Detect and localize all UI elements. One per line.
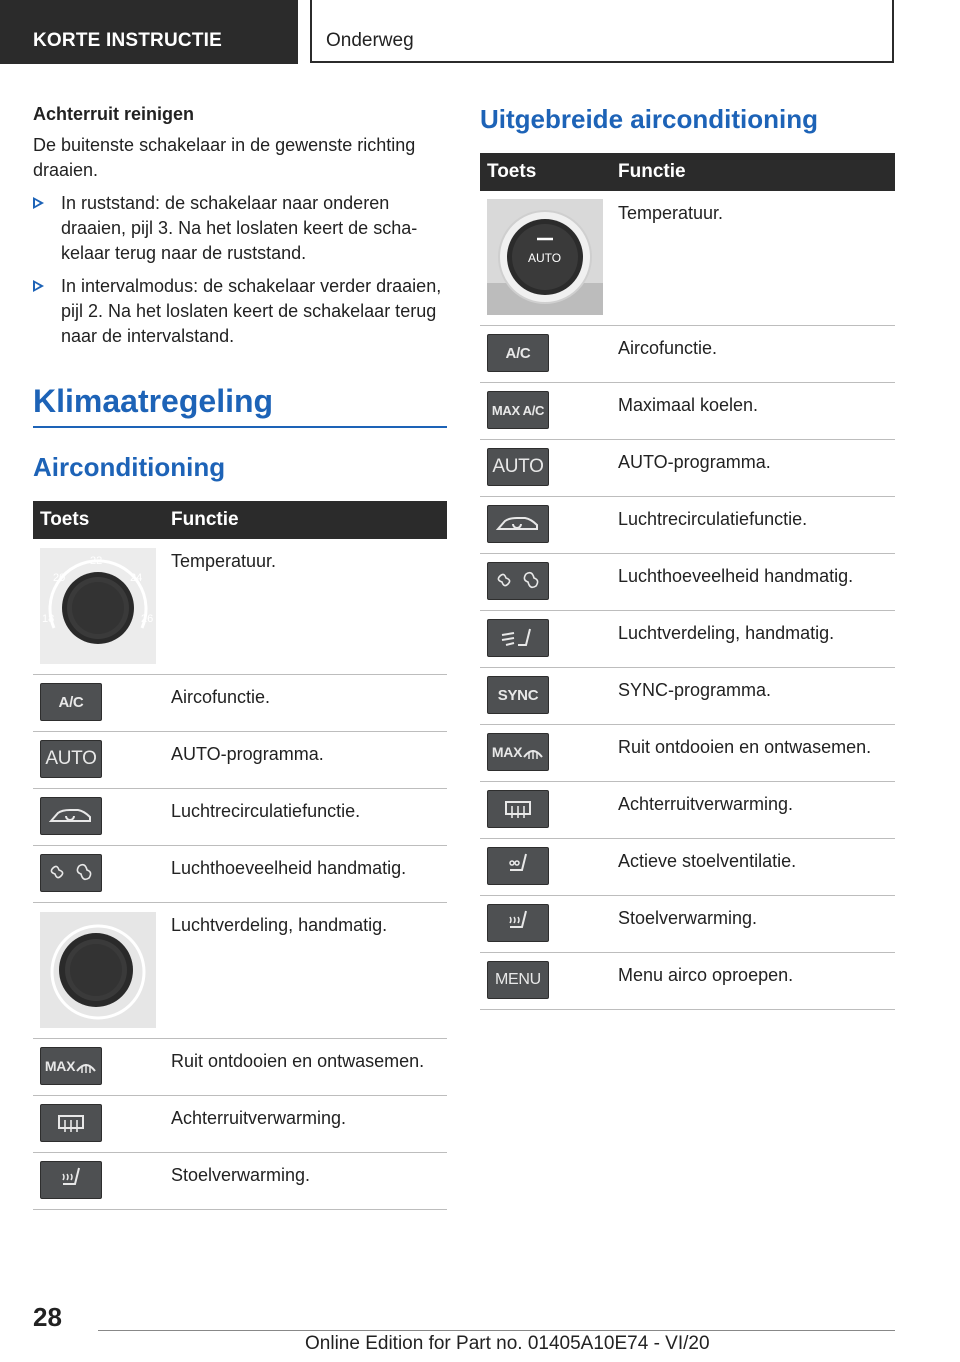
svg-text:AUTO: AUTO bbox=[528, 251, 562, 265]
rear-wiper-list bbox=[33, 191, 447, 349]
left-column bbox=[33, 104, 447, 1210]
max-ac-button-icon: MAX A/C bbox=[487, 391, 549, 429]
function-text: SYNC-programma. bbox=[611, 668, 895, 725]
footer-edition: Online Edition for Part no. 01405A10E74 - VI/20 bbox=[305, 1333, 710, 1354]
chapter-tab bbox=[310, 0, 894, 63]
knob-number: 18 bbox=[42, 613, 55, 625]
knob-number: 22 bbox=[90, 555, 103, 567]
table-row bbox=[480, 896, 895, 953]
section-tab bbox=[0, 0, 298, 64]
fan-icon bbox=[40, 854, 102, 892]
table-row bbox=[33, 732, 447, 789]
table-row bbox=[33, 1096, 447, 1153]
table-header-row bbox=[480, 153, 895, 191]
function-text: Luchtrecirculatiefunctie. bbox=[611, 497, 895, 554]
section-title: KORTE INSTRUCTIE bbox=[33, 30, 222, 51]
ac-controls-table bbox=[33, 501, 447, 1210]
table-row bbox=[33, 846, 447, 903]
rear-defrost-icon bbox=[40, 1104, 102, 1142]
recirculation-icon bbox=[487, 505, 549, 543]
function-text: Temperatuur. bbox=[164, 539, 447, 675]
sync-button-icon: SYNC bbox=[487, 676, 549, 714]
table-row bbox=[480, 839, 895, 896]
function-text: Stoelverwarming. bbox=[611, 896, 895, 953]
function-text: Luchtverdeling, handmatig. bbox=[611, 611, 895, 668]
column-header-key: Toets bbox=[33, 501, 164, 539]
function-text: Temperatuur. bbox=[611, 191, 895, 326]
function-text: Actieve stoelventilatie. bbox=[611, 839, 895, 896]
knob-number: 24 bbox=[130, 572, 143, 584]
function-text: Luchthoeveelheid handmatig. bbox=[611, 554, 895, 611]
subsection-heading: Uitgebreide airconditioning bbox=[480, 104, 819, 134]
function-text: Achterruitverwarming. bbox=[611, 782, 895, 839]
function-text: Menu airco oproepen. bbox=[611, 953, 895, 1010]
seat-ventilation-icon bbox=[487, 847, 549, 885]
function-text: AUTO-programma. bbox=[164, 732, 447, 789]
chapter-title: Onderweg bbox=[326, 30, 414, 51]
auto-button-icon: AUTO bbox=[40, 740, 102, 778]
table-row bbox=[480, 953, 895, 1010]
function-text: Ruit ontdooien en ontwasemen. bbox=[164, 1039, 447, 1096]
extended-ac-controls-table bbox=[480, 153, 895, 1010]
max-defrost-icon: MAX bbox=[487, 733, 549, 771]
table-row bbox=[33, 1153, 447, 1210]
knob-number: 26 bbox=[141, 613, 154, 625]
bullet-triangle-icon bbox=[33, 197, 44, 209]
function-text: Luchtverdeling, handmatig. bbox=[164, 903, 447, 1039]
table-row bbox=[480, 383, 895, 440]
rear-defrost-icon bbox=[487, 790, 549, 828]
seat-heating-icon bbox=[487, 904, 549, 942]
function-text: Ruit ontdooien en ontwasemen. bbox=[611, 725, 895, 782]
table-row bbox=[33, 1039, 447, 1096]
list-item: In ruststand: de schakelaar naar onderen draaien, pijl 3. Na het loslaten keert de schakelaar terug naar de ruststand. bbox=[33, 191, 447, 266]
recirculation-icon bbox=[40, 797, 102, 835]
section-heading: Klimaatregeling bbox=[33, 383, 447, 428]
menu-button-icon: MENU bbox=[487, 961, 549, 999]
right-column bbox=[480, 100, 895, 1010]
function-text: AUTO-programma. bbox=[611, 440, 895, 497]
fan-icon bbox=[487, 562, 549, 600]
table-header-row bbox=[33, 501, 447, 539]
ac-button-icon: A/C bbox=[40, 683, 102, 721]
function-text: Achterruitverwarming. bbox=[164, 1096, 447, 1153]
table-row bbox=[480, 611, 895, 668]
table-row bbox=[33, 789, 447, 846]
max-defrost-icon: MAX bbox=[40, 1047, 102, 1085]
function-text: Stoelverwarming. bbox=[164, 1153, 447, 1210]
knob-number: 20 bbox=[53, 572, 66, 584]
column-header-key: Toets bbox=[480, 153, 611, 191]
table-row bbox=[480, 725, 895, 782]
function-text: Maximaal koelen. bbox=[611, 383, 895, 440]
function-text: Aircofunctie. bbox=[164, 675, 447, 732]
function-text: Luchthoeveelheid handmatig. bbox=[164, 846, 447, 903]
table-row bbox=[480, 191, 895, 326]
ac-button-icon: A/C bbox=[487, 334, 549, 372]
table-row bbox=[480, 668, 895, 725]
temperature-knob-icon bbox=[40, 548, 156, 664]
table-row bbox=[480, 782, 895, 839]
auto-button-icon: AUTO bbox=[487, 448, 549, 486]
rear-wiper-intro: De buitenste schakelaar in de gewenste richting draaien. bbox=[33, 135, 416, 180]
bullet-triangle-icon bbox=[33, 280, 44, 292]
column-header-function: Functie bbox=[164, 501, 447, 539]
page-number: 28 bbox=[33, 1302, 62, 1332]
air-distribution-knob-icon bbox=[40, 912, 156, 1028]
table-row bbox=[33, 903, 447, 1039]
table-row bbox=[33, 675, 447, 732]
table-row bbox=[480, 326, 895, 383]
footer-divider bbox=[98, 1330, 895, 1331]
table-row bbox=[33, 539, 447, 675]
subsection-heading: Airconditioning bbox=[33, 452, 226, 482]
list-item: In intervalmodus: de schakelaar verder draaien, pijl 2. Na het loslaten keert de schakelaar terug naar de intervalstand. bbox=[33, 274, 447, 349]
rear-wiper-heading: Achterruit reinigen bbox=[33, 104, 195, 124]
table-row bbox=[480, 440, 895, 497]
auto-temperature-knob-icon bbox=[487, 199, 603, 315]
table-row bbox=[480, 497, 895, 554]
air-distribution-icon bbox=[487, 619, 549, 657]
function-text: Aircofunctie. bbox=[611, 326, 895, 383]
column-header-function: Functie bbox=[611, 153, 895, 191]
function-text: Luchtrecirculatiefunctie. bbox=[164, 789, 447, 846]
table-row bbox=[480, 554, 895, 611]
seat-heating-icon bbox=[40, 1161, 102, 1199]
